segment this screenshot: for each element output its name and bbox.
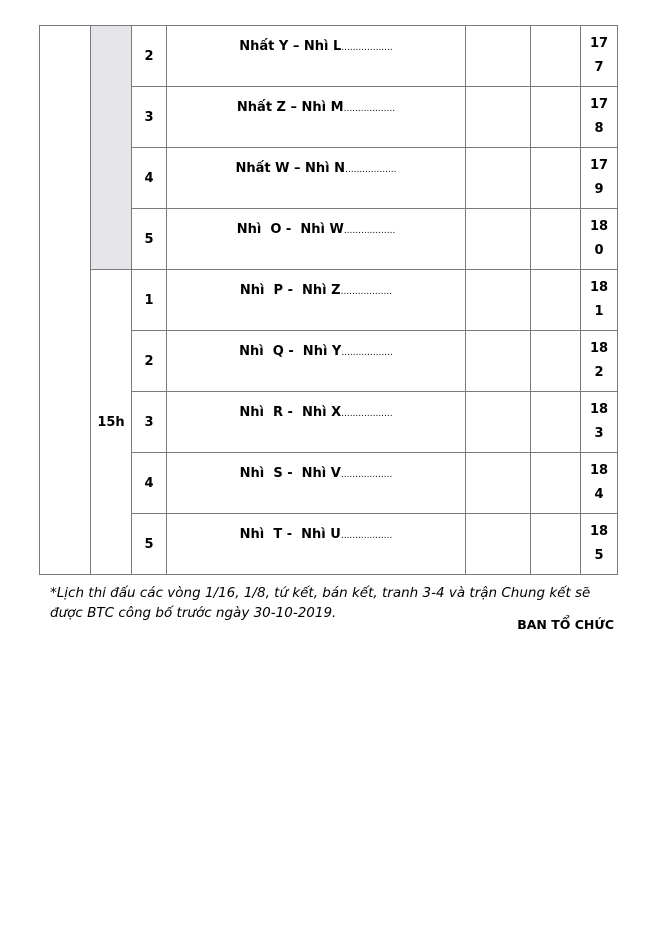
empty-cell	[466, 392, 531, 453]
match-schedule-table	[39, 25, 618, 575]
empty-cell	[466, 87, 531, 148]
match-id: 183	[589, 402, 609, 441]
match-id-cell	[581, 26, 618, 87]
empty-cell	[531, 209, 581, 270]
time-cell: 15h	[91, 270, 132, 575]
match-id: 177	[589, 36, 609, 75]
match-cell	[167, 392, 466, 453]
score-blank: ..................	[343, 104, 396, 114]
match-id-cell	[581, 453, 618, 514]
time-cell	[91, 26, 132, 270]
match-id: 178	[589, 97, 609, 136]
court-number-cell: 3	[132, 392, 167, 453]
score-blank: ..................	[341, 348, 393, 358]
match-cell	[167, 209, 466, 270]
match-teams: Nhì O - Nhì W	[236, 222, 344, 237]
match-cell	[167, 87, 466, 148]
court-number-cell: 4	[132, 453, 167, 514]
empty-cell	[531, 453, 581, 514]
score-blank: ..................	[343, 226, 396, 236]
empty-cell	[531, 87, 581, 148]
court-number-cell: 5	[132, 209, 167, 270]
match-id: 185	[589, 524, 609, 563]
empty-cell	[531, 392, 581, 453]
match-id: 181	[589, 280, 609, 319]
empty-cell	[531, 514, 581, 575]
match-cell	[167, 26, 466, 87]
match-cell	[167, 453, 466, 514]
schedule-row	[40, 26, 618, 87]
court-number-cell: 1	[132, 270, 167, 331]
match-id-cell	[581, 270, 618, 331]
empty-cell	[466, 209, 531, 270]
court-number-cell: 2	[132, 26, 167, 87]
empty-cell	[531, 148, 581, 209]
match-id: 180	[589, 219, 609, 258]
match-id-cell	[581, 209, 618, 270]
match-cell	[167, 148, 466, 209]
empty-cell	[466, 331, 531, 392]
match-cell	[167, 514, 466, 575]
empty-cell	[466, 148, 531, 209]
match-teams: Nhì T - Nhì U	[239, 527, 341, 542]
organizer-signature: BAN TỔ CHỨC	[517, 617, 614, 632]
match-id-cell	[581, 331, 618, 392]
match-cell	[167, 331, 466, 392]
match-id-cell	[581, 392, 618, 453]
score-blank: ..................	[341, 409, 393, 419]
match-id-cell	[581, 87, 618, 148]
match-teams: Nhì P - Nhì Z	[239, 283, 341, 298]
score-blank: ..................	[341, 43, 393, 53]
empty-cell	[466, 270, 531, 331]
score-blank: ..................	[340, 531, 393, 541]
court-number-cell: 5	[132, 514, 167, 575]
match-id-cell	[581, 148, 618, 209]
match-teams: Nhất W – Nhì N	[235, 161, 346, 176]
match-teams: Nhất Y – Nhì L	[239, 39, 342, 54]
match-id: 179	[589, 158, 609, 197]
match-id: 182	[589, 341, 609, 380]
empty-cell	[531, 26, 581, 87]
match-schedule-body	[40, 26, 618, 575]
match-id-cell	[581, 514, 618, 575]
court-number-cell: 3	[132, 87, 167, 148]
schedule-row	[40, 270, 618, 331]
schedule-note: *Lịch thi đấu các vòng 1/16, 1/8, tứ kết, bán kết, tranh 3-4 và trận Chung kết sẽ được BTC công bố trước ngày 30-10-2019.	[50, 585, 591, 621]
match-cell	[167, 270, 466, 331]
empty-cell	[466, 514, 531, 575]
match-id: 184	[589, 463, 609, 502]
match-teams: Nhì Q - Nhì Y	[239, 344, 342, 359]
empty-cell	[466, 26, 531, 87]
court-number-cell: 4	[132, 148, 167, 209]
court-number-cell: 2	[132, 331, 167, 392]
score-blank: ..................	[340, 470, 393, 480]
empty-cell	[531, 270, 581, 331]
empty-cell	[466, 453, 531, 514]
match-teams: Nhất Z – Nhì M	[236, 100, 344, 115]
score-blank: ..................	[340, 287, 393, 297]
match-teams: Nhì R - Nhì X	[239, 405, 342, 420]
score-blank: ..................	[345, 165, 397, 175]
date-cell	[40, 26, 91, 575]
empty-cell	[531, 331, 581, 392]
match-teams: Nhì S - Nhì V	[239, 466, 341, 481]
